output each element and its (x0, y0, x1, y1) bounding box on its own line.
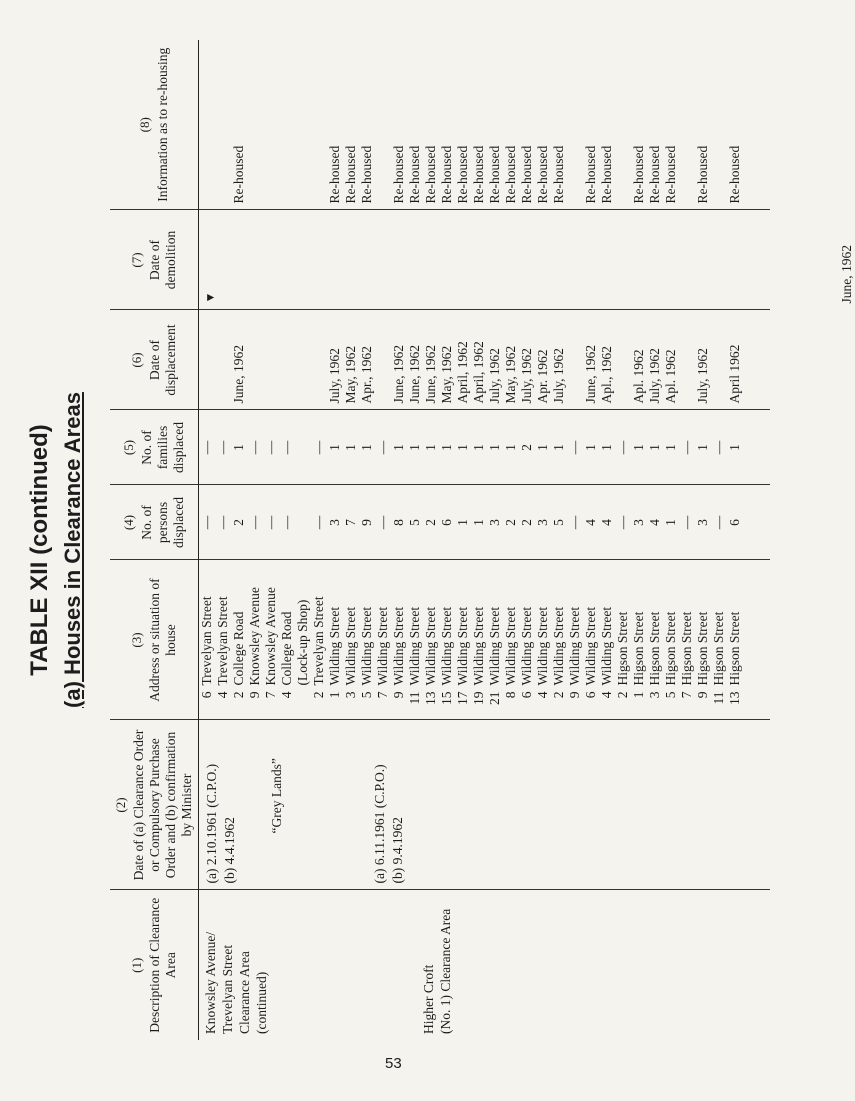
address-row (583, 567, 599, 714)
street-name: Wilding Street (503, 606, 519, 686)
rehousing-status (263, 46, 279, 204)
header-label-3: Address or situation of house (146, 578, 178, 702)
area-line: Knowsley Avenue/ (203, 931, 219, 1034)
families-value: — (279, 440, 295, 455)
street-name: Wilding Street (583, 606, 599, 686)
persons-value: 2 (503, 519, 519, 526)
displacement-date: Apr. 1962 (535, 349, 551, 404)
house-number: 11 (407, 691, 423, 705)
street-name: Higson Street (727, 611, 743, 686)
rehousing-status (615, 46, 631, 204)
street-name: Trevelyan Street (311, 596, 327, 686)
families-value: 1 (343, 444, 359, 451)
house-number: 17 (455, 691, 471, 705)
colnum-3: (3) (129, 632, 145, 648)
address-row (711, 567, 727, 714)
address-row (231, 567, 247, 714)
displacement-date (295, 317, 311, 404)
address-row (359, 567, 375, 714)
header-demolition (110, 210, 199, 310)
street-name: Higson Street (679, 611, 695, 686)
rehousing-status: Re-housed (231, 145, 247, 204)
displacement-date (279, 317, 295, 404)
rehousing-status (711, 46, 727, 204)
street-name: Wilding Street (343, 606, 359, 686)
families-value: 1 (583, 444, 599, 451)
families-value: 1 (487, 444, 503, 451)
address-row (695, 567, 711, 714)
house-number: 9 (567, 691, 583, 699)
area-line: (continued) (253, 971, 269, 1034)
house-number: 4 (599, 691, 615, 699)
area-line: (No. 1) Clearance Area (437, 908, 453, 1034)
house-number: 3 (647, 691, 663, 699)
persons-value: — (615, 515, 631, 530)
house-number: 8 (503, 691, 519, 699)
families-value: — (247, 440, 263, 455)
families-value: 1 (455, 444, 471, 451)
table-subtitle (60, 392, 86, 708)
rehousing-status: Re-housed (471, 145, 487, 204)
displacement-date (247, 317, 263, 404)
displacement-date: June, 1962 (407, 345, 423, 404)
displacement-date (199, 317, 215, 404)
street-name: Wilding Street (551, 606, 567, 686)
displacement-date: Apr., 1962 (359, 346, 375, 404)
header-label-4: No. of persons displaced (138, 497, 187, 548)
address-row (679, 567, 695, 714)
address-row (471, 567, 487, 714)
persons-value: — (247, 515, 263, 530)
families-value: 1 (407, 444, 423, 451)
families-value: 1 (727, 444, 743, 451)
house-number: 2 (615, 691, 631, 699)
persons-value: 8 (391, 519, 407, 526)
families-value: 1 (327, 444, 343, 451)
displacement-date (679, 317, 695, 404)
rehousing-status: Re-housed (535, 145, 551, 204)
displacement-date (375, 317, 391, 404)
address-row (439, 567, 455, 714)
displacement-date: July, 1962 (487, 348, 503, 404)
rehousing-cell (199, 40, 770, 210)
displacement-date: July, 1962 (647, 348, 663, 404)
demolition-cell (199, 210, 855, 310)
house-number: 2 (231, 691, 247, 699)
families-value: 1 (423, 444, 439, 451)
families-value: 1 (359, 444, 375, 451)
displacement-date: April 1962 (727, 344, 743, 404)
house-number: 9 (391, 691, 407, 699)
persons-value: — (311, 515, 327, 530)
rehousing-status (311, 46, 327, 204)
persons-cell (199, 485, 770, 560)
rehousing-status: Re-housed (407, 145, 423, 204)
displacement-date: May, 1962 (439, 345, 455, 404)
house-number: 2 (551, 691, 567, 699)
persons-value: 5 (551, 519, 567, 526)
rehousing-status: Re-housed (423, 145, 439, 204)
displacement-date: April, 1962 (455, 341, 471, 404)
displacement-date: June, 1962 (583, 345, 599, 404)
street-name: Wilding Street (327, 606, 343, 686)
rotated-table (110, 40, 855, 1040)
rehousing-status: Re-housed (727, 145, 743, 204)
area-line: Trevelyan Street (220, 944, 236, 1034)
rehousing-status (247, 46, 263, 204)
rehousing-status: Re-housed (391, 145, 407, 204)
displacement-date: May, 1962 (343, 345, 359, 404)
persons-value: 2 (423, 519, 439, 526)
order-date-a: (a) 2.10.1961 (C.P.O.) (204, 763, 220, 884)
house-number: 4 (215, 691, 231, 699)
families-value: 1 (439, 444, 455, 451)
rehousing-status (567, 46, 583, 204)
rehousing-status (375, 46, 391, 204)
street-name: Wilding Street (487, 606, 503, 686)
house-number: 5 (663, 691, 679, 699)
house-number: 7 (263, 691, 279, 699)
persons-value: 3 (535, 519, 551, 526)
house-number: 6 (199, 691, 215, 699)
street-name: Wilding Street (599, 606, 615, 686)
header-displacement (110, 310, 199, 410)
house-number: 15 (439, 691, 455, 705)
header-description (110, 890, 199, 1040)
street-name: Wilding Street (567, 606, 583, 686)
rehousing-status (295, 46, 311, 204)
rehousing-status: Re-housed (647, 145, 663, 204)
persons-value: 1 (471, 519, 487, 526)
street-name: Wilding Street (423, 606, 439, 686)
street-name: Trevelyan Street (199, 596, 215, 686)
street-name: Wilding Street (375, 606, 391, 686)
street-name: College Road (279, 611, 295, 686)
persons-value: — (279, 515, 295, 530)
persons-value: 6 (439, 519, 455, 526)
house-number: 4 (535, 691, 551, 699)
families-value: 1 (647, 444, 663, 451)
persons-value: 9 (359, 519, 375, 526)
house-number: 5 (359, 691, 375, 699)
address-row (455, 567, 471, 714)
displacement-date: April, 1962 (471, 341, 487, 404)
house-number: 7 (375, 691, 391, 699)
families-value: — (199, 440, 215, 455)
families-value: 1 (391, 444, 407, 451)
table-title: TABLE XII (continued) (26, 424, 53, 676)
header-families (110, 410, 199, 485)
persons-value: 4 (599, 519, 615, 526)
table-subtitle-text: (a) Houses in Clearance Areas (60, 392, 85, 708)
address-row (631, 567, 647, 714)
families-value: — (311, 440, 327, 455)
address-row (247, 567, 263, 714)
families-value: — (215, 440, 231, 455)
address-row (599, 567, 615, 714)
colnum-8: (8) (137, 117, 153, 133)
area-line: Higher Croft (420, 964, 436, 1034)
rehousing-status: Re-housed (551, 145, 567, 204)
families-list (199, 417, 743, 479)
address-row (535, 567, 551, 714)
street-name: Higson Street (615, 611, 631, 686)
families-value: 1 (551, 444, 567, 451)
address-cell (199, 560, 770, 720)
address-row (311, 567, 327, 714)
street-name: Wilding Street (519, 606, 535, 686)
families-value: 1 (535, 444, 551, 451)
demolition-date: June, 1962 (839, 245, 855, 304)
persons-value: 4 (583, 519, 599, 526)
persons-value: 3 (327, 519, 343, 526)
families-value (295, 417, 311, 479)
displacement-date (311, 317, 327, 404)
table-body-row (199, 40, 770, 1040)
rehousing-status: Re-housed (439, 145, 455, 204)
rehousing-status: Re-housed (599, 145, 615, 204)
rehousing-list (199, 46, 743, 204)
street-name: Wilding Street (455, 606, 471, 686)
rehousing-status: Re-housed (343, 145, 359, 204)
families-value: — (567, 440, 583, 455)
displacement-date: July, 1962 (327, 348, 343, 404)
rehousing-status: Re-housed (503, 145, 519, 204)
street-name: Wilding Street (359, 606, 375, 686)
rehousing-status: Re-housed (695, 145, 711, 204)
house-number: 13 (727, 691, 743, 705)
families-value: — (375, 440, 391, 455)
page-number: 53 (385, 1055, 402, 1072)
address-row (615, 567, 631, 714)
house-number: 1 (631, 691, 647, 699)
persons-value: — (199, 515, 215, 530)
order-date-b: (b) 4.4.1962 (221, 817, 237, 884)
rehousing-status: Re-housed (631, 145, 647, 204)
rehousing-status: Re-housed (455, 145, 471, 204)
ditto-arrow-icon: ▼ (203, 291, 218, 304)
displacement-list (199, 317, 743, 404)
header-label-7: Date of demolition (146, 230, 178, 290)
persons-value: 3 (487, 519, 503, 526)
persons-value: 2 (231, 519, 247, 526)
rehousing-status (199, 46, 215, 204)
persons-value: — (679, 515, 695, 530)
rehousing-status: Re-housed (327, 145, 343, 204)
persons-value: 1 (663, 519, 679, 526)
address-row (551, 567, 567, 714)
header-address (110, 560, 199, 720)
house-number: 13 (423, 691, 439, 705)
page-header (0, 0, 100, 1101)
address-row (567, 567, 583, 714)
street-name: College Road (231, 611, 247, 686)
header-order-date (110, 720, 199, 890)
rehousing-status: Re-housed (359, 145, 375, 204)
address-row (215, 567, 231, 714)
order-date-b: (b) 9.4.1962 (389, 817, 405, 884)
displacement-date: July, 1962 (519, 348, 535, 404)
order-date-a: (a) 6.11.1961 (C.P.O.) (371, 764, 387, 884)
house-number: 1 (327, 691, 343, 699)
area-line: Clearance Area (237, 951, 253, 1034)
clearance-table (110, 40, 855, 1040)
displacement-date: June, 1962 (391, 345, 407, 404)
families-value: 1 (631, 444, 647, 451)
house-number: 9 (695, 691, 711, 699)
street-name: Wilding Street (407, 606, 423, 686)
house-number: 2 (311, 691, 327, 699)
rehousing-status: Re-housed (583, 145, 599, 204)
families-value: 1 (471, 444, 487, 451)
house-number: 11 (711, 691, 727, 705)
displacement-date (215, 317, 231, 404)
displacement-date (615, 317, 631, 404)
colnum-5: (5) (121, 439, 137, 456)
header-label-5: No. of families displaced (138, 422, 187, 473)
street-name: Higson Street (695, 611, 711, 686)
address-row (375, 567, 391, 714)
house-number: 4 (279, 691, 295, 699)
address-row (327, 567, 343, 714)
header-label-2: Date of (a) Clearance Order or Compulsory Purchase Order and (b) confirmation by Minister (130, 729, 195, 881)
families-value: 1 (503, 444, 519, 451)
header-rehousing (110, 40, 199, 210)
address-row (407, 567, 423, 714)
colnum-4: (4) (121, 514, 137, 531)
address-row (647, 567, 663, 714)
street-name: Knowsley Avenue (263, 587, 279, 686)
street-name: Wilding Street (471, 606, 487, 686)
address-row (391, 567, 407, 714)
displacement-date: July, 1962 (551, 348, 567, 404)
street-name: (Lock-up Shop) (295, 599, 311, 686)
colnum-7: (7) (129, 252, 145, 268)
persons-value: 3 (631, 519, 647, 526)
displacement-date: June, 1962 (423, 345, 439, 404)
house-number: 21 (487, 691, 503, 705)
house-number: 6 (519, 691, 535, 699)
area-name: “Grey Lands” (269, 758, 285, 834)
street-name: Wilding Street (391, 606, 407, 686)
displacement-date: Apl. 1962 (631, 349, 647, 404)
description-cell (199, 890, 770, 1040)
persons-value: — (263, 515, 279, 530)
colnum-2: (2) (113, 797, 128, 813)
address-row (279, 567, 295, 714)
address-row (487, 567, 503, 714)
rehousing-status: Re-housed (487, 145, 503, 204)
house-number: 6 (583, 691, 599, 699)
persons-value: 7 (343, 519, 359, 526)
displacement-cell (199, 310, 770, 410)
persons-value: 4 (647, 519, 663, 526)
header-persons (110, 485, 199, 560)
families-value: — (615, 440, 631, 455)
street-name: Wilding Street (439, 606, 455, 686)
street-name: Higson Street (647, 611, 663, 686)
street-name: Higson Street (711, 611, 727, 686)
families-value: 1 (599, 444, 615, 451)
header-row (110, 40, 199, 1040)
families-value: 2 (519, 444, 535, 451)
displacement-date: Apl., 1962 (599, 346, 615, 404)
persons-list (199, 492, 743, 554)
displacement-date: June, 1962 (231, 345, 247, 404)
families-value: 1 (695, 444, 711, 451)
persons-value: — (375, 515, 391, 530)
rehousing-status: Re-housed (519, 145, 535, 204)
address-row (423, 567, 439, 714)
persons-value (295, 492, 311, 554)
header-label-8: Information as to re-housing (154, 47, 170, 202)
displacement-date: July, 1962 (695, 348, 711, 404)
families-value: — (679, 440, 695, 455)
rehousing-status (279, 46, 295, 204)
house-number: 7 (679, 691, 695, 699)
order-date-cell (199, 720, 770, 890)
address-row (199, 567, 215, 714)
rehousing-status (215, 46, 231, 204)
address-row (519, 567, 535, 714)
house-number: 3 (343, 691, 359, 699)
header-label-6: Date of displacement (146, 324, 178, 396)
displacement-date (263, 317, 279, 404)
persons-value: 1 (455, 519, 471, 526)
displacement-date (567, 317, 583, 404)
header-label-1: Description of Clearance Area (146, 897, 178, 1033)
families-value: 1 (663, 444, 679, 451)
families-value: — (711, 440, 727, 455)
address-row (343, 567, 359, 714)
colnum-1: (1) (129, 957, 145, 973)
street-name: Wilding Street (535, 606, 551, 686)
persons-value: — (711, 515, 727, 530)
families-cell (199, 410, 770, 485)
street-name: Knowsley Avenue (247, 587, 263, 686)
displacement-date: Apl. 1962 (663, 349, 679, 404)
persons-value: — (215, 515, 231, 530)
rehousing-status: Re-housed (663, 145, 679, 204)
families-value: — (263, 440, 279, 455)
house-number: 19 (471, 691, 487, 705)
persons-value: 6 (727, 519, 743, 526)
address-row (727, 567, 743, 714)
persons-value: 2 (519, 519, 535, 526)
address-row (503, 567, 519, 714)
colnum-6: (6) (129, 352, 145, 368)
families-value: 1 (231, 444, 247, 451)
address-row (295, 567, 311, 714)
persons-value: — (567, 515, 583, 530)
house-number: 9 (247, 691, 263, 699)
address-row (663, 567, 679, 714)
displacement-date (711, 317, 727, 404)
street-name: Trevelyan Street (215, 596, 231, 686)
street-name: Higson Street (631, 611, 647, 686)
street-name: Higson Street (663, 611, 679, 686)
rehousing-status (679, 46, 695, 204)
displacement-date: May, 1962 (503, 345, 519, 404)
address-list (199, 567, 743, 714)
persons-value: 3 (695, 519, 711, 526)
persons-value: 5 (407, 519, 423, 526)
address-row (263, 567, 279, 714)
